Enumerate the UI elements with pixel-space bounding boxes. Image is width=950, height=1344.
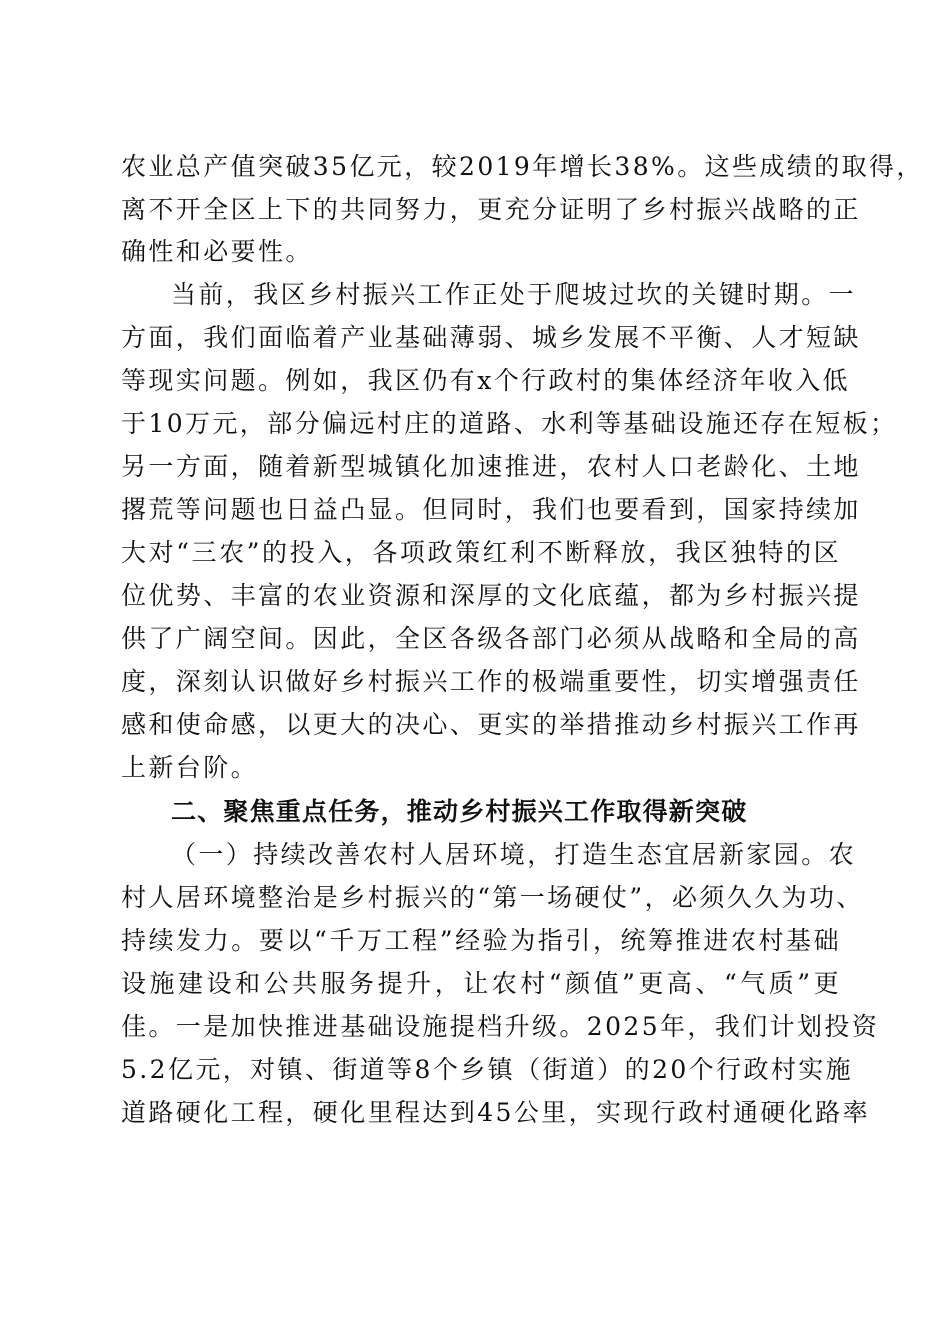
text-line: 供了广阔空间。因此，全区各级各部门必须从战略和全局的高 bbox=[121, 624, 861, 653]
text-line: 离不开全区上下的共同努力，更充分证明了乡村振兴战略的正 bbox=[121, 195, 861, 224]
text-line: 等现实问题。例如，我区仍有x个行政村的集体经济年收入低 bbox=[121, 366, 850, 395]
text-line: 农业总产值突破35亿元，较2019年增长38%。这些成绩的取得， bbox=[121, 152, 924, 181]
text-line: 度，深刻认识做好乡村振兴工作的极端重要性，切实增强责任 bbox=[121, 667, 861, 696]
section-heading: 二、聚焦重点任务，推动乡村振兴工作取得新突破 bbox=[171, 797, 748, 826]
text-line: 5.2亿元，对镇、街道等8个乡镇（街道）的20个行政村实施 bbox=[121, 1055, 854, 1084]
text-line: 村人居环境整治是乡村振兴的“第一场硬仗”，必须久久为功、 bbox=[121, 883, 864, 912]
text-line: 位优势、丰富的农业资源和深厚的文化底蕴，都为乡村振兴提 bbox=[121, 581, 861, 610]
text-line: 撂荒等问题也日益凸显。但同时，我们也要看到，国家持续加 bbox=[121, 495, 861, 524]
text-line: （一）持续改善农村人居环境，打造生态宜居新家园。农 bbox=[171, 840, 857, 869]
text-line: 方面，我们面临着产业基础薄弱、城乡发展不平衡、人才短缺 bbox=[121, 323, 861, 352]
text-line: 感和使命感，以更大的决心、更实的举措推动乡村振兴工作再 bbox=[121, 710, 861, 739]
text-line: 确性和必要性。 bbox=[121, 237, 313, 266]
text-line: 道路硬化工程，硬化里程达到45公里，实现行政村通硬化路率 bbox=[121, 1098, 871, 1127]
text-line: 持续发力。要以“千万工程”经验为指引，统筹推进农村基础 bbox=[121, 926, 841, 955]
text-line: 当前，我区乡村振兴工作正处于爬坡过坎的关键时期。一 bbox=[171, 280, 857, 309]
text-line: 于10万元，部分偏远村庄的道路、水利等基础设施还存在短板； bbox=[121, 409, 898, 438]
text-line: 佳。一是加快推进基础设施提档升级。2025年，我们计划投资 bbox=[121, 1012, 880, 1041]
text-line: 大对“三农”的投入，各项政策红利不断释放，我区独特的区 bbox=[121, 538, 841, 567]
text-line: 另一方面，随着新型城镇化加速推进，农村人口老龄化、土地 bbox=[121, 452, 861, 481]
text-line: 设施建设和公共服务提升，让农村“颜值”更高、“气质”更 bbox=[121, 969, 841, 998]
text-line: 上新台阶。 bbox=[121, 753, 259, 782]
